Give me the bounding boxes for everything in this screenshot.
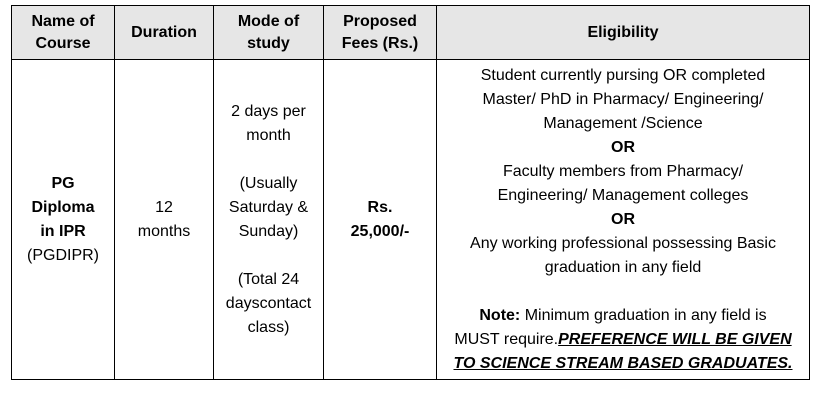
course-name-cell xyxy=(12,60,115,380)
eligibility-note-line2 xyxy=(440,328,806,352)
mode-frequency-line2: month xyxy=(246,126,291,144)
mode-total-line3: class) xyxy=(247,318,290,336)
mode-cell xyxy=(214,60,324,380)
eligibility-option3-line1: Any working professional possessing Basic xyxy=(470,234,776,252)
note-text-1: Minimum graduation in any field is xyxy=(520,306,767,324)
eligibility-option1-line2: Master/ PhD in Pharmacy/ Engineering/ xyxy=(482,90,764,108)
fees-currency: Rs. xyxy=(367,198,393,216)
header-eligibility: Eligibility xyxy=(437,6,810,60)
header-course-line2: Course xyxy=(35,34,91,52)
header-fees-line2: Fees (Rs.) xyxy=(341,34,419,52)
mode-days-line1: (Usually xyxy=(239,174,298,192)
mode-frequency-line1: 2 days per xyxy=(231,102,306,120)
note-label: Note: xyxy=(479,306,521,324)
table-row xyxy=(12,60,810,380)
eligibility-option2-line1: Faculty members from Pharmacy/ xyxy=(502,162,744,180)
course-table xyxy=(11,5,810,380)
header-mode-line2: study xyxy=(247,34,290,52)
header-mode-line1: Mode of xyxy=(237,12,300,30)
fees-cell xyxy=(324,60,437,380)
header-fees-line1: Proposed xyxy=(343,12,417,30)
eligibility-or-2: OR xyxy=(611,210,635,228)
header-course-line1: Name of xyxy=(31,12,95,30)
header-duration: Duration xyxy=(115,6,214,60)
header-course xyxy=(12,6,115,60)
preference-line1: PREFERENCE WILL BE GIVEN xyxy=(558,330,792,348)
mode-total-line2: dayscontact xyxy=(225,294,312,312)
duration-cell xyxy=(115,60,214,380)
eligibility-cell xyxy=(437,60,810,380)
header-mode xyxy=(214,6,324,60)
note-text-2: MUST require. xyxy=(454,330,559,348)
eligibility-or-1: OR xyxy=(611,138,635,156)
mode-total-line1: (Total 24 xyxy=(237,270,300,288)
course-name-line3: in IPR xyxy=(40,222,86,240)
course-name-line1: PG xyxy=(51,174,75,192)
mode-days-line3: Sunday) xyxy=(238,222,299,240)
duration-unit: months xyxy=(137,222,191,240)
eligibility-option1-line1: Student currently pursing OR completed xyxy=(480,66,766,84)
preference-line2: TO SCIENCE STREAM BASED GRADUATES. xyxy=(453,354,793,372)
course-name-line2: Diploma xyxy=(31,198,95,216)
header-fees xyxy=(324,6,437,60)
eligibility-option3-line2: graduation in any field xyxy=(544,258,702,276)
fees-amount: 25,000/- xyxy=(350,222,410,240)
eligibility-option1-line3: Management /Science xyxy=(543,114,703,132)
eligibility-option2-line2: Engineering/ Management colleges xyxy=(497,186,749,204)
eligibility-note-line1 xyxy=(440,304,806,328)
duration-value: 12 xyxy=(155,198,173,216)
mode-days-line2: Saturday & xyxy=(228,198,309,216)
course-abbr: (PGDIPR) xyxy=(27,246,99,264)
header-row xyxy=(12,6,810,60)
